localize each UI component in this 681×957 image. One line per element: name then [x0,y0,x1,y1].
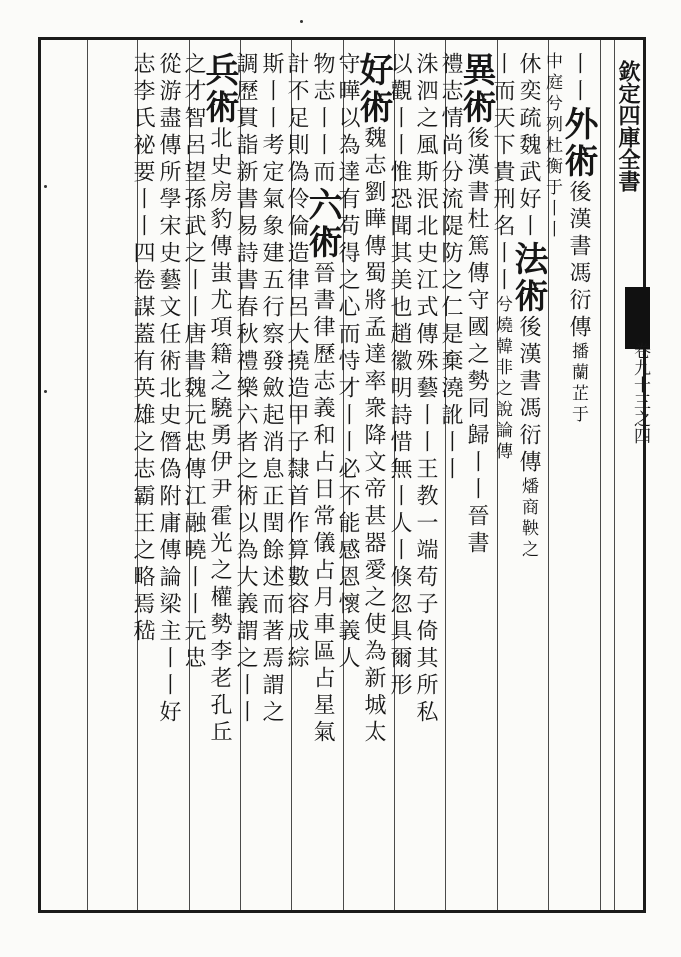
body-text: 魏志劉曄傳蜀將孟達率衆降文帝甚器愛之使為新城太 [361,126,386,747]
body-text: 物志丨丨而 [310,52,335,187]
heading-term: 異術 [456,52,496,126]
body-text: 調歷貫詣新書易詩書春秋禮樂六者之術以為大義謂之丨丨 [233,52,258,727]
body-text: 伶倫造律呂大撓造甲子隸首作算數容成綜 [284,187,309,673]
body-text: 丨丨 [490,241,515,295]
text-column [456,52,496,902]
body-text: 守曄以為達有苟得之心而恃才丨丨必不能感恩懷義人 [335,52,360,673]
body-text: 謀蓋有英雄之志霸王之略焉嵇 [130,295,155,646]
text-column [232,52,258,902]
body-text: 丨丨 [566,52,591,106]
heading-term: 好術 [353,52,393,126]
text-column [155,52,181,902]
annotation-text: 中庭兮列杜衡于丨丨 [542,52,562,241]
text-column [129,52,155,902]
ink-dot [44,390,47,393]
text-column [489,52,515,902]
ink-dot [44,185,47,188]
text-column [180,52,206,902]
text-column [258,52,284,902]
body-text: 休奕疏 [516,52,541,133]
body-text: 後漢書馮衍傳 [516,315,541,477]
heading-term: 兵術 [199,52,239,126]
annotation-text: 兮燒韓非之說論傳 [492,295,512,463]
body-text: 北史僭偽附庸傳論梁主丨丨好 [156,376,181,727]
text-column [508,52,548,902]
text-column [199,52,239,902]
fishtail-mark [625,287,650,349]
text-column [302,52,342,902]
body-text: 禮志情尚分流隄防之仁是棄澆訛丨丨 [438,52,463,484]
text-column [412,52,438,902]
text-column [558,52,598,902]
heading-term: 法術 [508,241,548,315]
body-text: 志李氏祕要丨丨四卷 [130,52,155,295]
text-column [437,52,463,902]
body-text: 北史房豹傳蚩尤項籍之驍勇伊尹霍光之權勢李老孔丘 [207,126,232,747]
text-column [283,52,309,902]
section-title: 卷九十三之四 [630,342,650,444]
body-text: 計不足則偽 [284,52,309,187]
column-rule [600,40,601,910]
book-title: 欽定四庫全書 [615,60,641,192]
text-column [386,52,412,902]
annotation-text: 播蘭芷于 [568,342,588,426]
annotation-text: 燔商鞅之 [518,477,538,561]
heading-term: 六術 [302,187,342,261]
body-text: 後漢書杜篤傳守國之勢同歸丨丨晉書 [464,126,489,558]
body-text: 斯丨丨考定氣象建五行察發斂起消息正閏餘述而著焉謂之 [259,52,284,727]
ink-dot [300,20,303,23]
body-text: 晉書律歷志義和占日常儀占月車區占星氣 [310,261,335,747]
body-text: 洙泗之風斯泯北史江式傳殊藝丨丨王教一端苟子倚其所私 [413,52,438,727]
body-text: 後漢書馮衍傳 [566,180,591,342]
text-column [539,52,565,902]
text-column [353,52,393,902]
body-text: 丨而天下貴刑名 [490,52,515,241]
body-text: 魏武好丨 [516,133,541,241]
heading-term: 外術 [558,106,598,180]
body-text: 以觀丨丨惟恐聞其美也趙徽明詩惜無丨人丨倏忽具爾形 [387,52,412,700]
body-text: 之才智呂望孫武之丨丨唐書魏元忠傳江融曉丨丨元忠 [181,52,206,673]
body-text: 從游盡傳所學宋史藝文任術 [156,52,181,376]
column-rule [87,40,88,910]
text-column [334,52,360,902]
